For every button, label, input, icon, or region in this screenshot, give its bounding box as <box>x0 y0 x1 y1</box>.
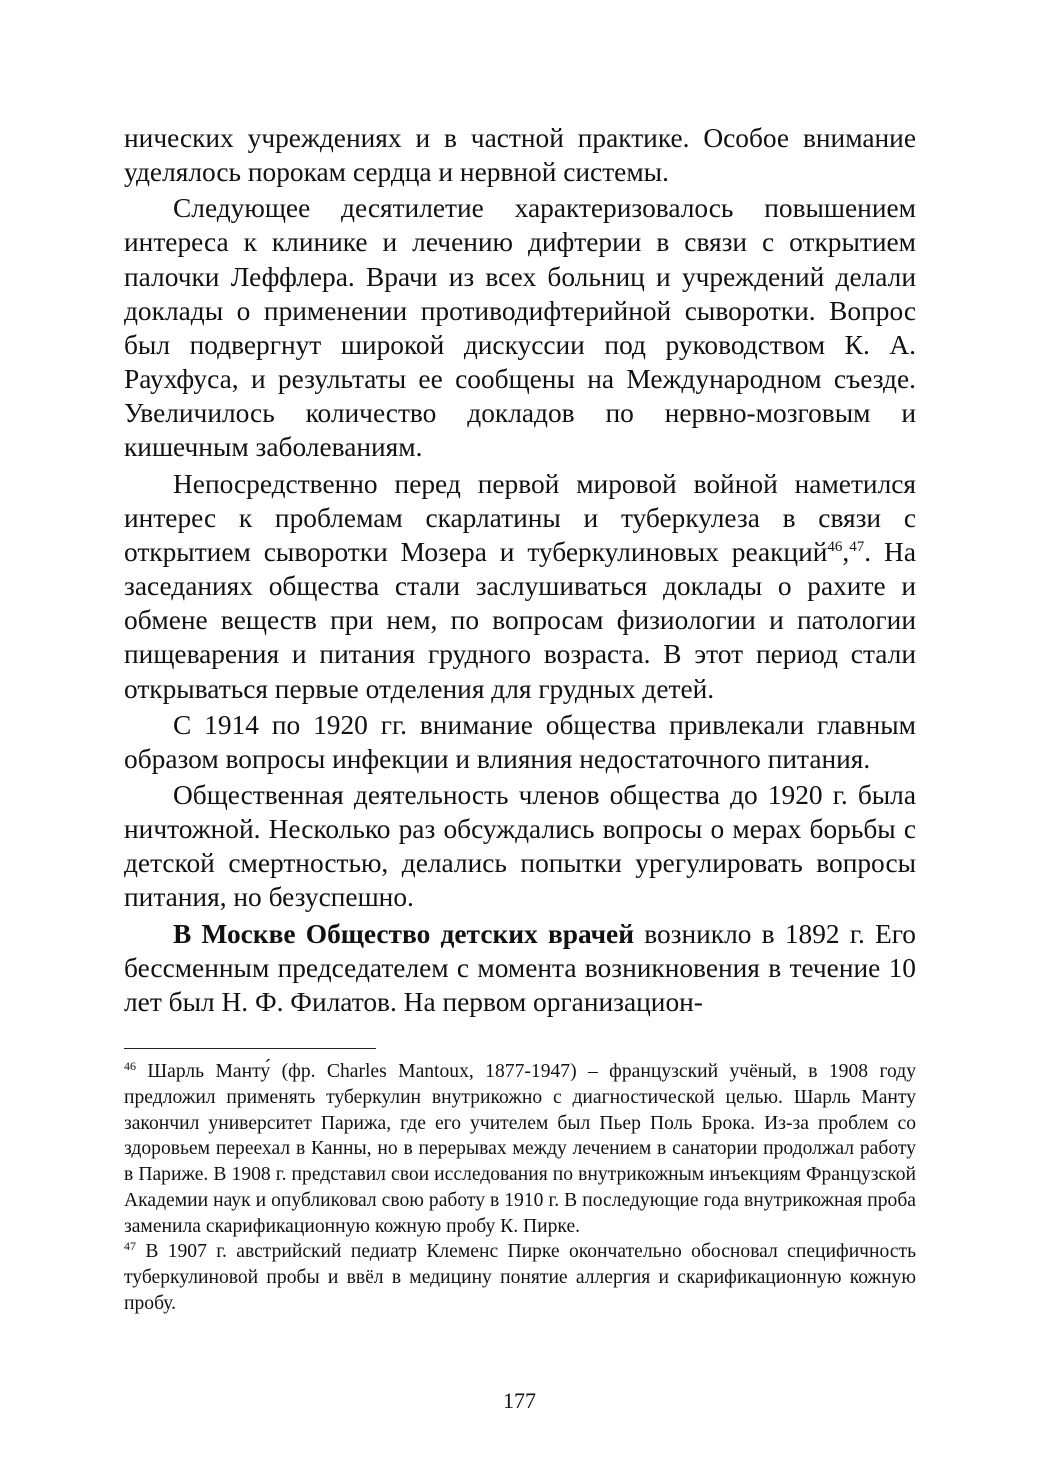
footnote-separator <box>124 1048 376 1049</box>
paragraph-moscow-society <box>124 917 916 1019</box>
main-text <box>124 121 916 1019</box>
footnotes <box>124 1059 916 1317</box>
paragraph-public-activity: Общественная деятельность членов общества до 1920 г. была ничтожной. Несколько раз обсуждались вопросы о мерах борьбы с детской смертностью, делались попытки урегулировать вопросы питания, но безуспешно. <box>124 779 916 913</box>
footnote-number: 47 <box>124 1239 136 1254</box>
paragraph-text: Непосредственно перед первой мировой войной наметился интерес к проблемам скарлатины и туберкулеза в связи с открытием сыворотки Мозера и туберкулиновых реакций <box>124 468 916 567</box>
footnote-ref-46[interactable]: 46 <box>827 538 843 555</box>
bold-heading: В Москве Общество детских врачей <box>173 918 634 949</box>
footnote-ref-separator: , <box>842 536 850 567</box>
paragraph-scarlatina <box>124 467 916 706</box>
footnote-ref-47[interactable]: 47 <box>849 538 865 555</box>
paragraph-diphtheria: Следующее десятилетие характеризовалось повышением интереса к клинике и лечению дифтерии в связи с открытием палочки Леффлера. Врачи из всех больниц и учреждений делали доклады о применении противодифтерийной сыворотки. Вопрос был подвергнут широкой дискуссии под руководством К. А. Раухфуса, и результаты ее сообщены на Международном съезде. Увеличилось количество докладов по нервно-мозговым и кишечным заболеваниям. <box>124 193 916 463</box>
footnote-text: Шарль Манту́ (фр. Charles Mantoux, 1877-1947) – французский учёный, в 1908 году предложил применять туберкулин внутрикожно с диагностической целью. Шарль Манту закончил университет Парижа, где его учителем был Пьер Поль Брока. Из-за проблем со здоровьем переехал в Канны, но в перерывах между лечением в санатории продолжал работу в Париже. В 1908 г. представил свои исследования по внутрикожным инъекциям Французской Академии наук и опубликовал свою работу в 1910 г. В последующие года внутрикожная проба заменила скарификационную кожную пробу К. Пирке. <box>124 1061 916 1237</box>
paragraph-text: . На заседаниях общества стали заслушиваться доклады о рахите и обмене веществ при нем, по вопросам физиологии и патологии пищеварения и питания грудного возраста. В этот период стали открываться первые отделения для грудных детей. <box>124 536 916 704</box>
footnote-47 <box>124 1239 916 1316</box>
paragraph-1914-1920: С 1914 по 1920 гг. внимание общества привлекали главным образом вопросы инфекции и влияния недостаточного питания. <box>124 709 916 774</box>
footnote-text: В 1907 г. австрийский педиатр Клеменс Пирке окончательно обосновал специфичность туберкулиновой пробы и ввёл в медицину понятие аллергия и скарификационную кожную пробу. <box>124 1241 916 1314</box>
footnote-46 <box>124 1059 916 1239</box>
footnote-number: 46 <box>124 1059 136 1073</box>
page-number: 177 <box>503 1388 536 1413</box>
paragraph-text: возникло в 1892 г. Его бессменным председателем с момента возникновения в течение 10 лет был Н. Ф. Филатов. На первом организацион- <box>124 918 917 1017</box>
paragraph-continuation: нических учреждениях и в частной практике. Особое внимание уделялось порокам сердца и нервной системы. <box>124 123 916 188</box>
